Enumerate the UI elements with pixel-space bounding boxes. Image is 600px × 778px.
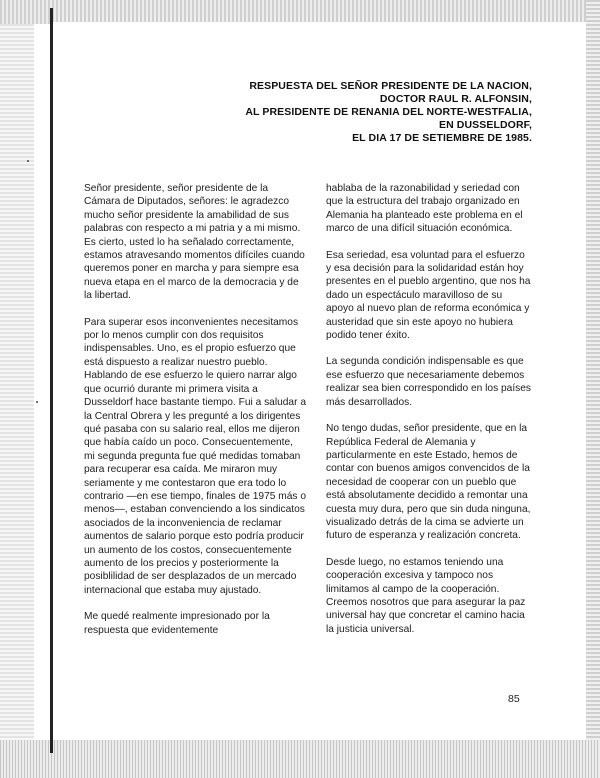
heading-line: EN DUSSELDORF, [439,119,532,131]
scan-right-margin [586,0,600,778]
heading-line: RESPUESTA DEL SEÑOR PRESIDENTE DE LA NACION, [249,80,532,92]
scan-left-margin [0,0,34,778]
paragraph: No tengo dudas, señor presidente, que en la República Federal de Alemania y particularmente en este Estado, hemos de contar con buenos amigos convencidos de la necesidad de cooperar con un pueblo que está absolutamente decidido a remontar una cuesta muy dura, pero que sin duda ninguna, visualizado detrás de la cima se advierte un futuro de esperanza y realización concreta. [326,423,531,542]
heading-line: AL PRESIDENTE DE RENANIA DEL NORTE-WESTFALIA, [245,106,532,118]
paragraph: Para superar esos inconvenientes necesitamos por lo menos cumplir con dos requisitos indispensables. Uno, es el propio esfuerzo que está dispuesto a realizar nuestro pueblo. Hablando de ese esfuerzo le quiero narrar algo que ocurrió durante mi primera visita a Dusseldorf hace bastante tiempo. Fui a saludar a la Central Obrera y les pregunté a los dirigentes qué pasaba con su salario real, ellos me dijeron que había caído un poco. Consecuentemente, mi segunda pregunta fue qué medidas tomaban para recuperar esa caída. Me miraron muy seriamente y me contestaron que era todo lo contrario —en ese tiempo, finales de 1975 más o menos—, estaban convenciendo a los sindicatos asociados de la inconveniencia de reclamar aumentos de salario porque esto podría producir un aumento de los costos, consecuentemente aumento de los precios y posteriormente la posiblilidad de ser desplazados de un mercado internacional que estaba muy ajustado. [84,316,306,596]
speech-heading [172,80,532,145]
paragraph: Esa seriedad, esa voluntad para el esfuerzo y esa decisión para la solidaridad están hoy presentes en el pueblo argentino, que nos ha dado un espectáculo maravilloso de su apoyo al nuevo plan de reforma económica y austeridad que sin este apoyo no hubiera podido tener éxito. [326,249,531,342]
heading-line: DOCTOR RAUL R. ALFONSIN, [379,93,532,105]
scan-speck [36,401,38,403]
paragraph: La segunda condición indispensable es que ese esfuerzo que necesariamente debemos realizar sea bien correspondido en los países más desarrollados. [326,356,532,408]
paragraph: hablaba de la razonabilidad y seriedad con que la estructura del trabajo organizado en Alemania ha planteado este problema en el marco de una difícil situación económica. [326,183,523,235]
scan-bottom-margin [0,740,600,778]
right-text-column [326,182,532,649]
paragraph: Señor presidente, señor presidente de la Cámara de Diputados, señores: le agradezco mucho señor presidente la amabilidad de sus palabras con respecto a mi patria y a mi mismo. Es cierto, usted lo ha señalado correctamente, estamos atravesando momentos difíciles cuando queremos poner en marcha y para siempre esa nueva etapa en el marco de la democracia y de la libertad. [84,183,305,302]
page-number: 85 [508,693,520,705]
scan-top-margin [0,0,600,24]
heading-line: EL DIA 17 DE SETIEMBRE DE 1985. [352,132,532,144]
paragraph: Me quedé realmente impresionado por la respuesta que evidentemente [84,611,270,636]
scan-speck [27,160,29,162]
left-text-column [84,182,306,650]
paragraph: Desde luego, no estamos teniendo una cooperación excesiva y tampoco nos limitamos al campo de la cooperación. Creemos nosotros que para asegurar la paz universal hay que concretar el camino hacia la justicia universal. [326,556,526,635]
